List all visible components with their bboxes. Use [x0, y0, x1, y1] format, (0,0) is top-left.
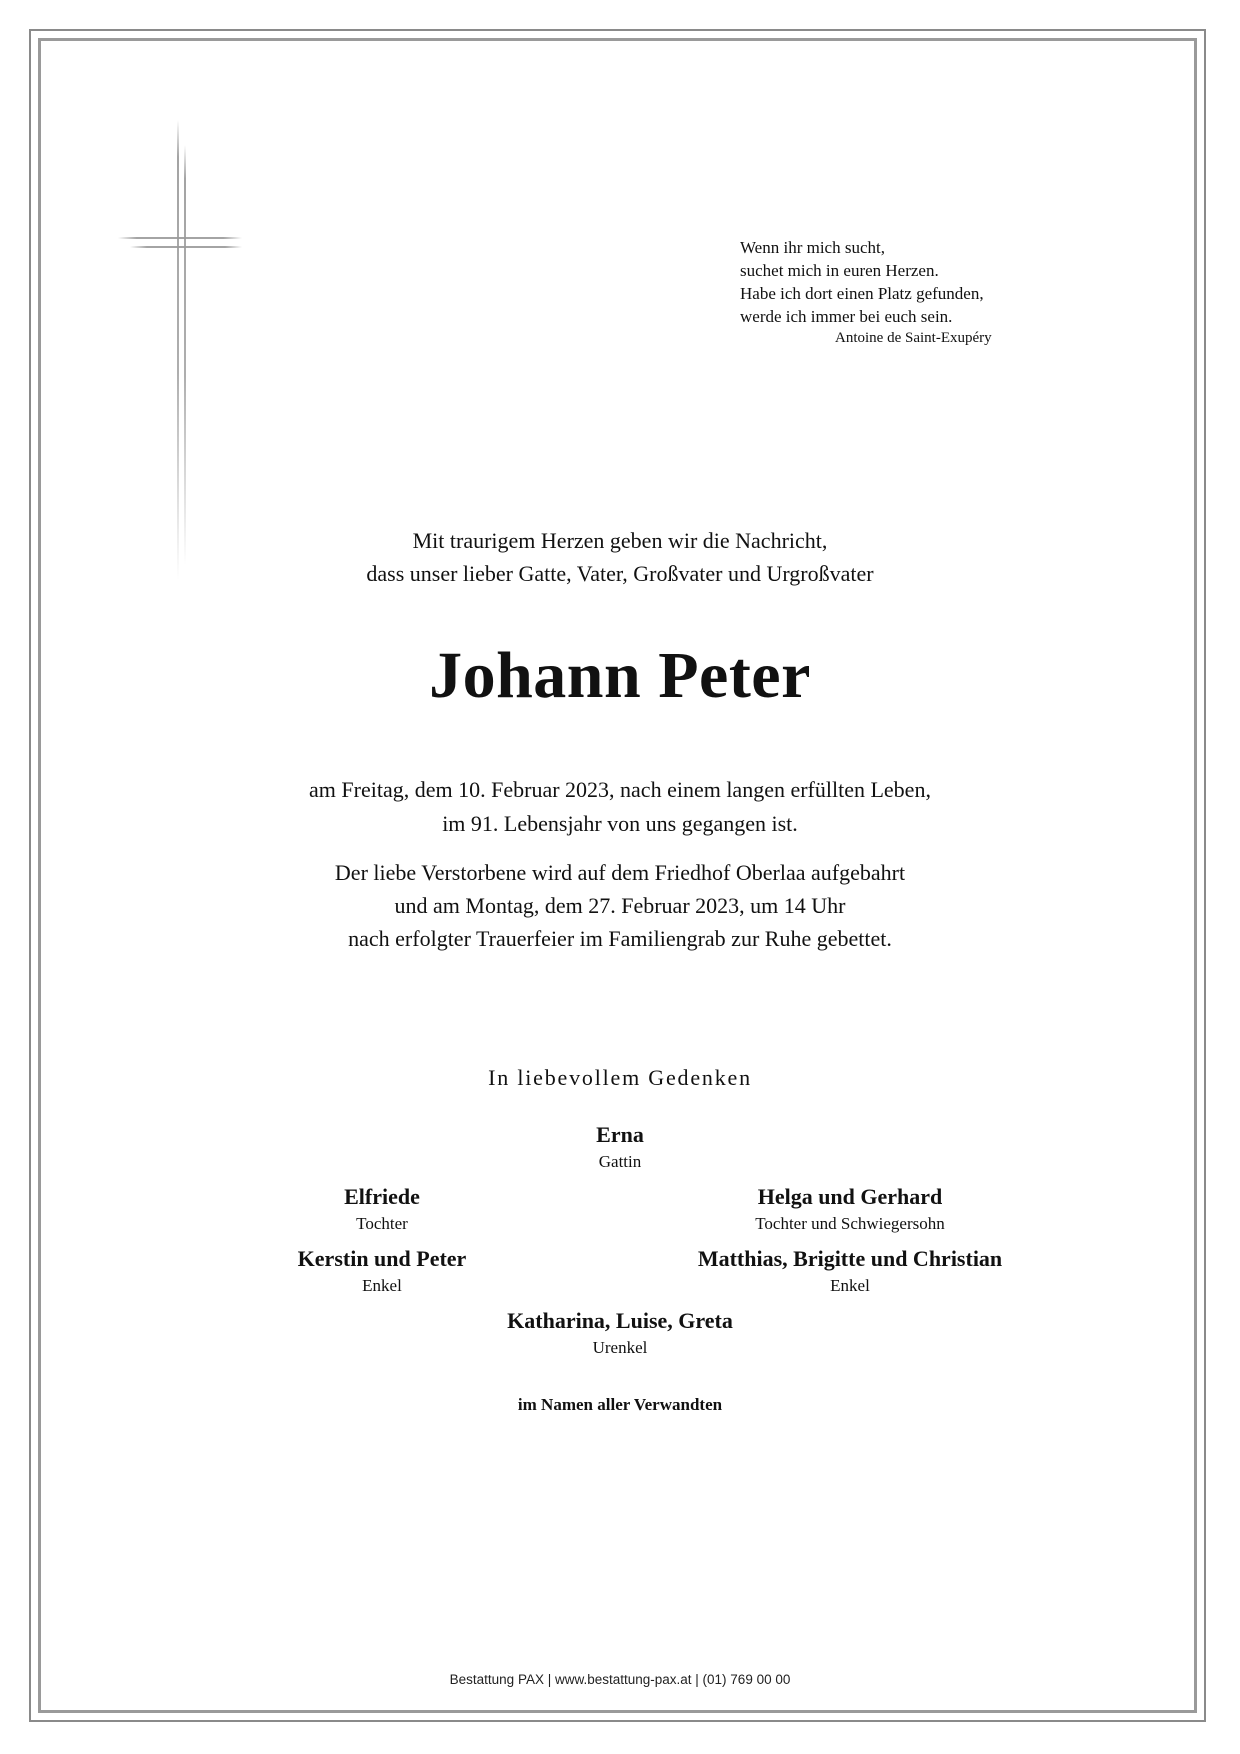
cross-horizontal-beam-top	[118, 237, 242, 239]
mourner-grandchildren-left	[232, 1244, 532, 1298]
intro-line: Mit traurigem Herzen geben wir die Nachricht,	[412, 528, 828, 553]
mourner-name: Elfriede	[344, 1184, 420, 1209]
mourner-great-grandchildren	[420, 1306, 820, 1360]
details-line: im 91. Lebensjahr von uns gegangen ist.	[442, 811, 798, 836]
death-details	[0, 773, 1240, 841]
quote-line: Habe ich dort einen Platz gefunden,	[740, 284, 984, 303]
burial-line: und am Montag, dem 27. Februar 2023, um 14 Uhr	[394, 893, 846, 918]
quote-line: werde ich immer bei euch sein.	[740, 307, 953, 326]
footer-funeral-home: Bestattung PAX | www.bestattung-pax.at | (01) 769 00 00	[449, 1672, 791, 1687]
deceased-name: Johann Peter	[429, 639, 811, 712]
announcement-intro	[0, 524, 1240, 590]
cross-vertical-beam-left	[177, 120, 179, 580]
mourner-relation: Tochter	[356, 1214, 408, 1233]
details-line: am Freitag, dem 10. Februar 2023, nach einem langen erfüllten Leben,	[309, 777, 931, 802]
cross-vertical-beam-right	[184, 145, 186, 565]
cross-icon	[118, 120, 242, 580]
mourner-spouse	[470, 1120, 770, 1174]
mourner-relation: Urenkel	[592, 1338, 648, 1357]
memory-heading: In liebevollem Gedenken	[488, 1065, 752, 1090]
mourner-name: Helga und Gerhard	[757, 1184, 943, 1209]
quote-block	[740, 236, 1040, 348]
quote-line: suchet mich in euren Herzen.	[740, 261, 939, 280]
burial-line: nach erfolgter Trauerfeier im Familiengrab zur Ruhe gebettet.	[348, 926, 892, 951]
mourner-relation: Enkel	[362, 1276, 402, 1295]
quote-author: Antoine de Saint-Exupéry	[835, 330, 992, 346]
burial-line: Der liebe Verstorbene wird auf dem Friedhof Oberlaa aufgebahrt	[334, 860, 906, 885]
mourner-daughter	[232, 1182, 532, 1236]
intro-line: dass unser lieber Gatte, Vater, Großvater und Urgroßvater	[366, 561, 874, 586]
mourner-name: Kerstin und Peter	[297, 1246, 467, 1271]
cross-horizontal-beam-bottom	[130, 246, 242, 248]
burial-details	[0, 856, 1240, 955]
closing-line: im Namen aller Verwandten	[517, 1395, 723, 1414]
mourner-grandchildren-right	[660, 1244, 1040, 1298]
mourner-name: Erna	[596, 1122, 644, 1147]
mourner-name: Matthias, Brigitte und Christian	[697, 1246, 1003, 1271]
quote-line: Wenn ihr mich sucht,	[740, 238, 885, 257]
mourner-daughter-son-in-law	[680, 1182, 1020, 1236]
mourner-name: Katharina, Luise, Greta	[507, 1308, 733, 1333]
mourner-relation: Enkel	[830, 1276, 870, 1295]
mourner-relation: Gattin	[598, 1152, 642, 1171]
mourner-relation: Tochter und Schwiegersohn	[755, 1214, 945, 1233]
